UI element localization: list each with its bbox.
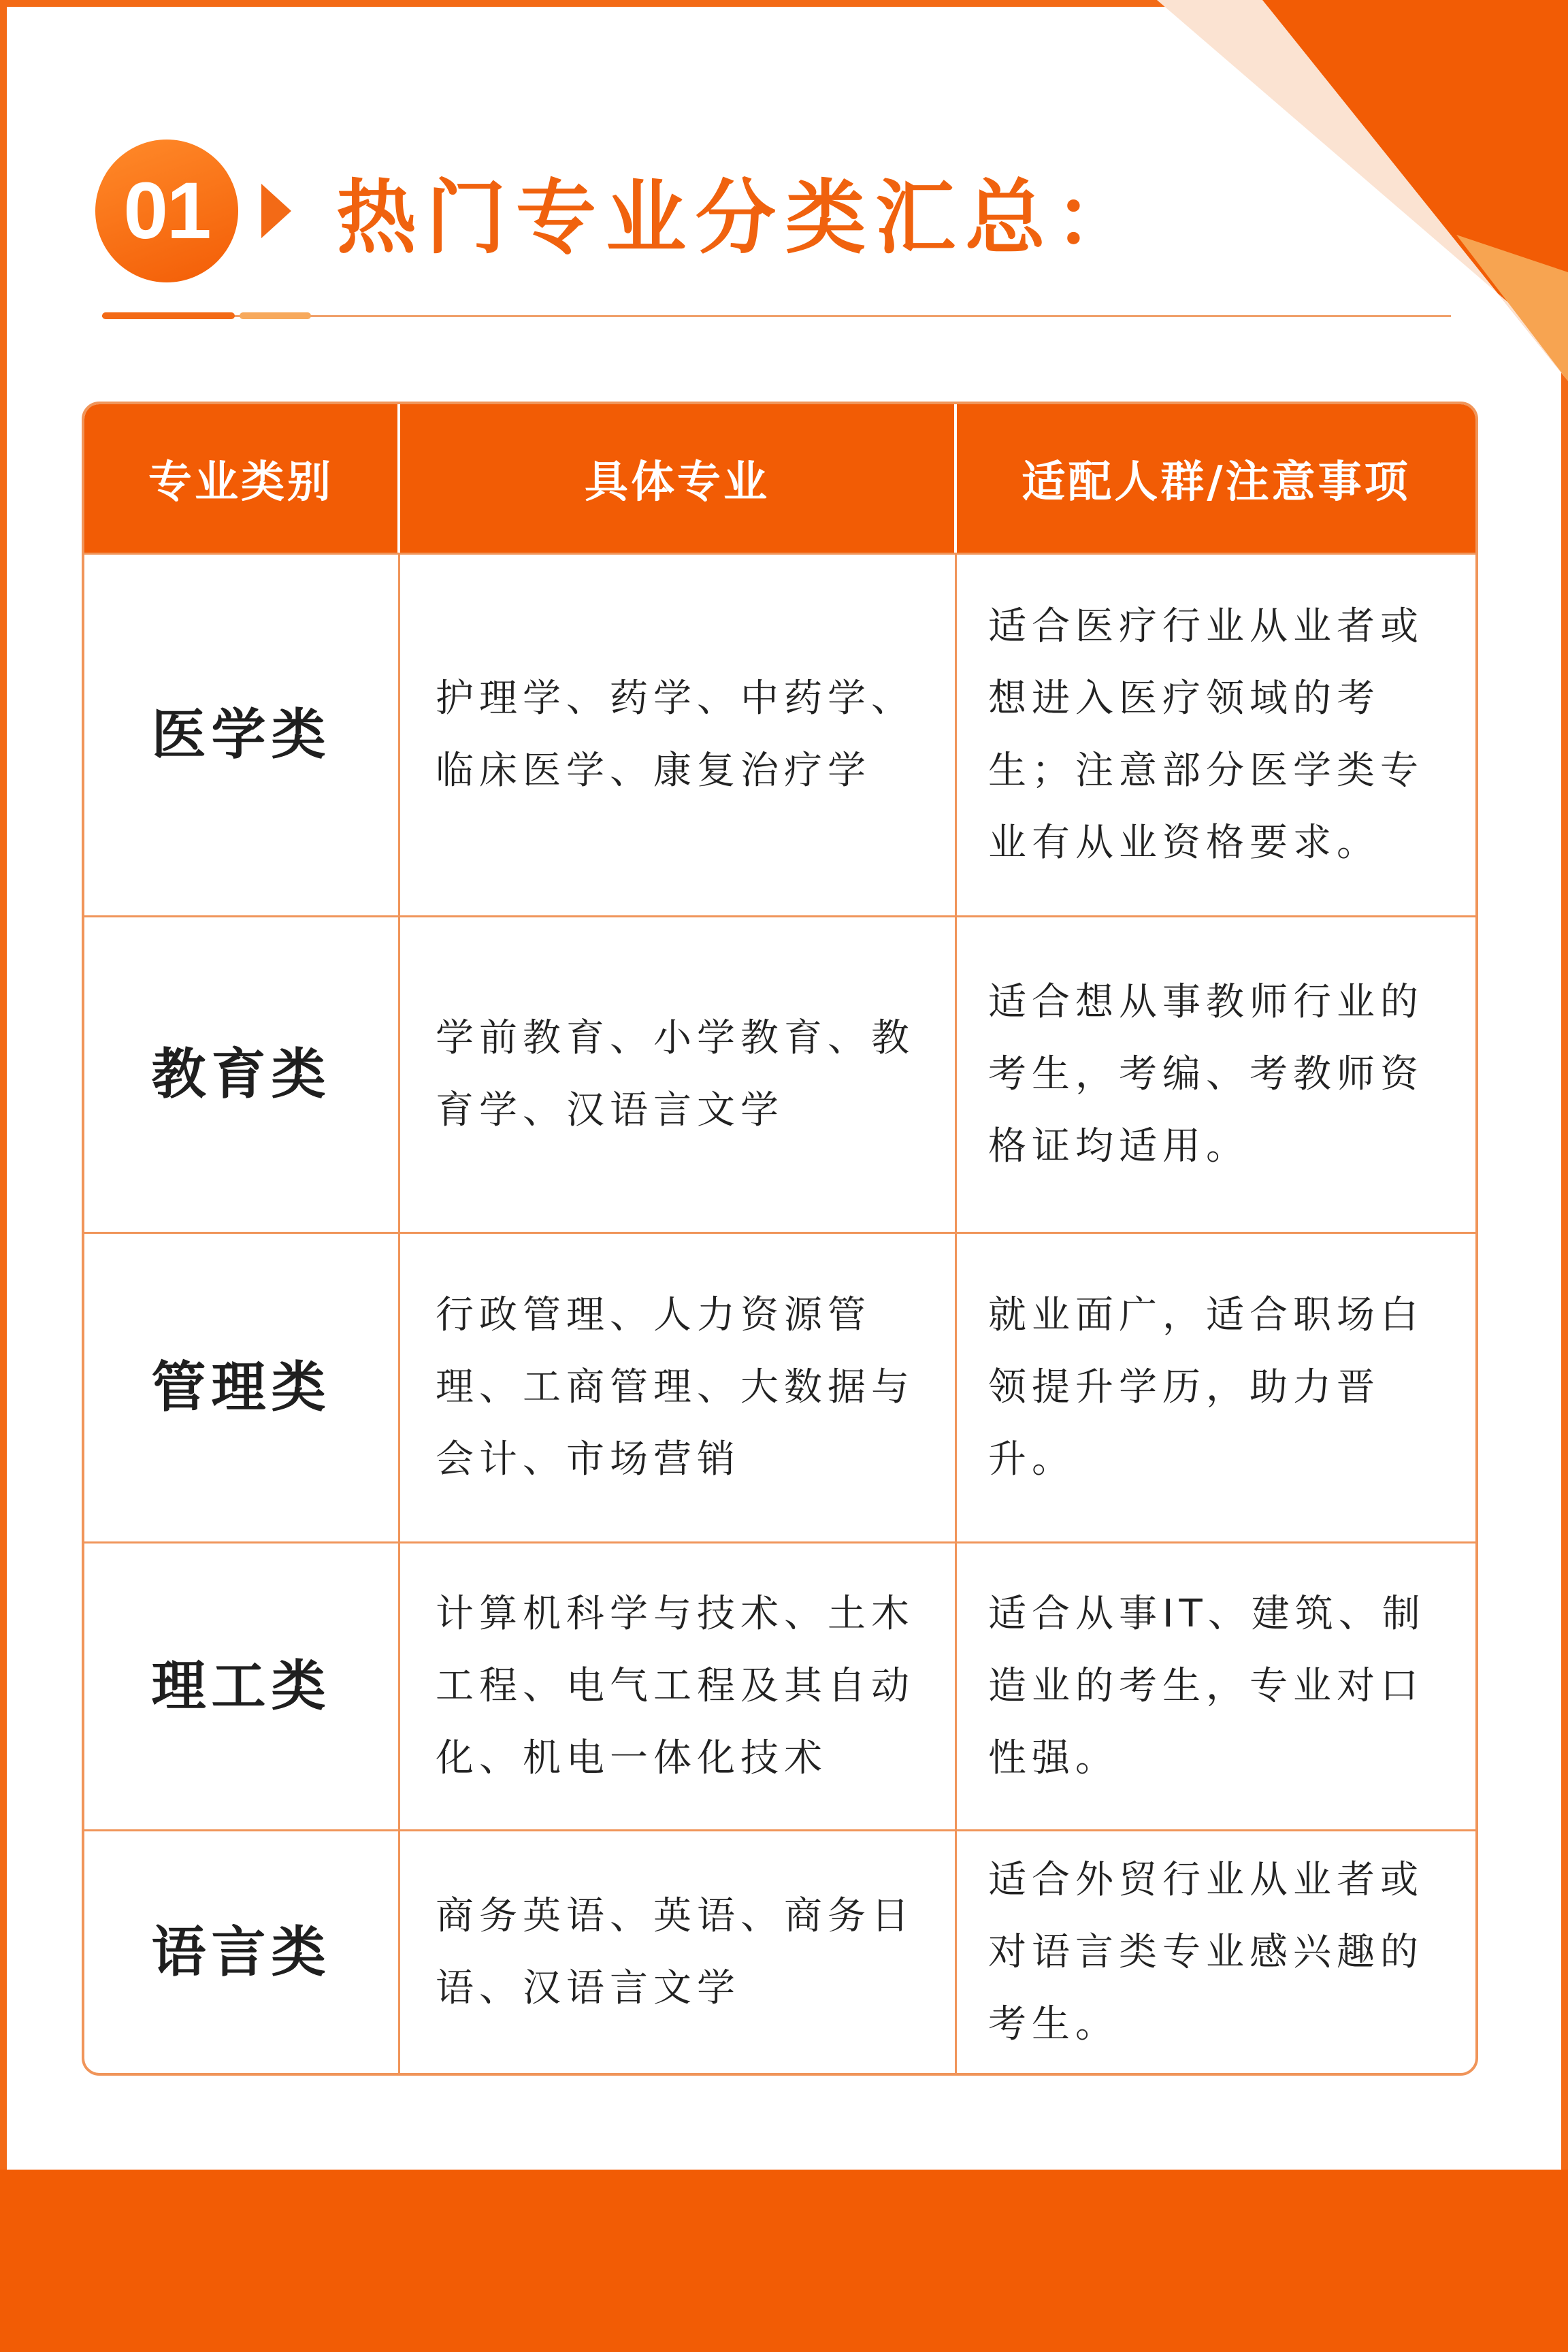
notes-cell: 就业面广，适合职场白领提升学历，助力晋升。 — [988, 1293, 1424, 1482]
section-header — [95, 136, 1145, 286]
column-header-notes: 适配人群/注意事项 — [1022, 457, 1411, 508]
notes-cell: 适合外贸行业从业者或对语言类专业感兴趣的考生。 — [988, 1857, 1424, 2046]
column-header-majors: 具体专业 — [400, 404, 957, 553]
footer-band — [0, 2170, 1568, 2352]
table-row — [84, 553, 1475, 915]
notes-cell: 适合医疗行业从业者或想进入医疗领域的考生；注意部分医学类专业有从业资格要求。 — [988, 604, 1424, 865]
section-number: 01 — [123, 166, 210, 256]
majors-table — [82, 402, 1478, 2076]
header-divider-accent-light — [240, 312, 311, 319]
majors-cell: 行政管理、人力资源管理、工商管理、大数据与会计、市场营销 — [400, 1234, 957, 1541]
table-row — [84, 1829, 1475, 2073]
table-row — [84, 915, 1475, 1232]
category-cell: 医学类 — [84, 555, 400, 915]
table-header — [84, 404, 1475, 553]
table-row — [84, 1541, 1475, 1829]
category-cell: 教育类 — [84, 917, 400, 1232]
table-row — [84, 1232, 1475, 1541]
category-cell: 语言类 — [84, 1831, 400, 2073]
header-divider-accent — [102, 312, 235, 319]
column-header-category: 专业类别 — [84, 404, 400, 553]
majors-cell: 护理学、药学、中药学、临床医学、康复治疗学 — [400, 555, 957, 915]
notes-cell: 适合从事IT、建筑、制造业的考生，专业对口性强。 — [988, 1592, 1426, 1780]
section-title: 热门专业分类汇总： — [336, 171, 1145, 265]
notes-cell: 适合想从事教师行业的考生，考编、考教师资格证均适用。 — [988, 980, 1424, 1169]
majors-cell: 学前教育、小学教育、教育学、汉语言文学 — [400, 917, 957, 1232]
majors-cell: 商务英语、英语、商务日语、汉语言文学 — [400, 1831, 957, 2073]
section-number-badge — [95, 140, 238, 282]
play-arrow-icon — [261, 184, 291, 238]
category-cell: 理工类 — [84, 1544, 400, 1829]
majors-cell: 计算机科学与技术、土木工程、电气工程及其自动化、机电一体化技术 — [400, 1544, 957, 1829]
category-cell: 管理类 — [84, 1234, 400, 1541]
